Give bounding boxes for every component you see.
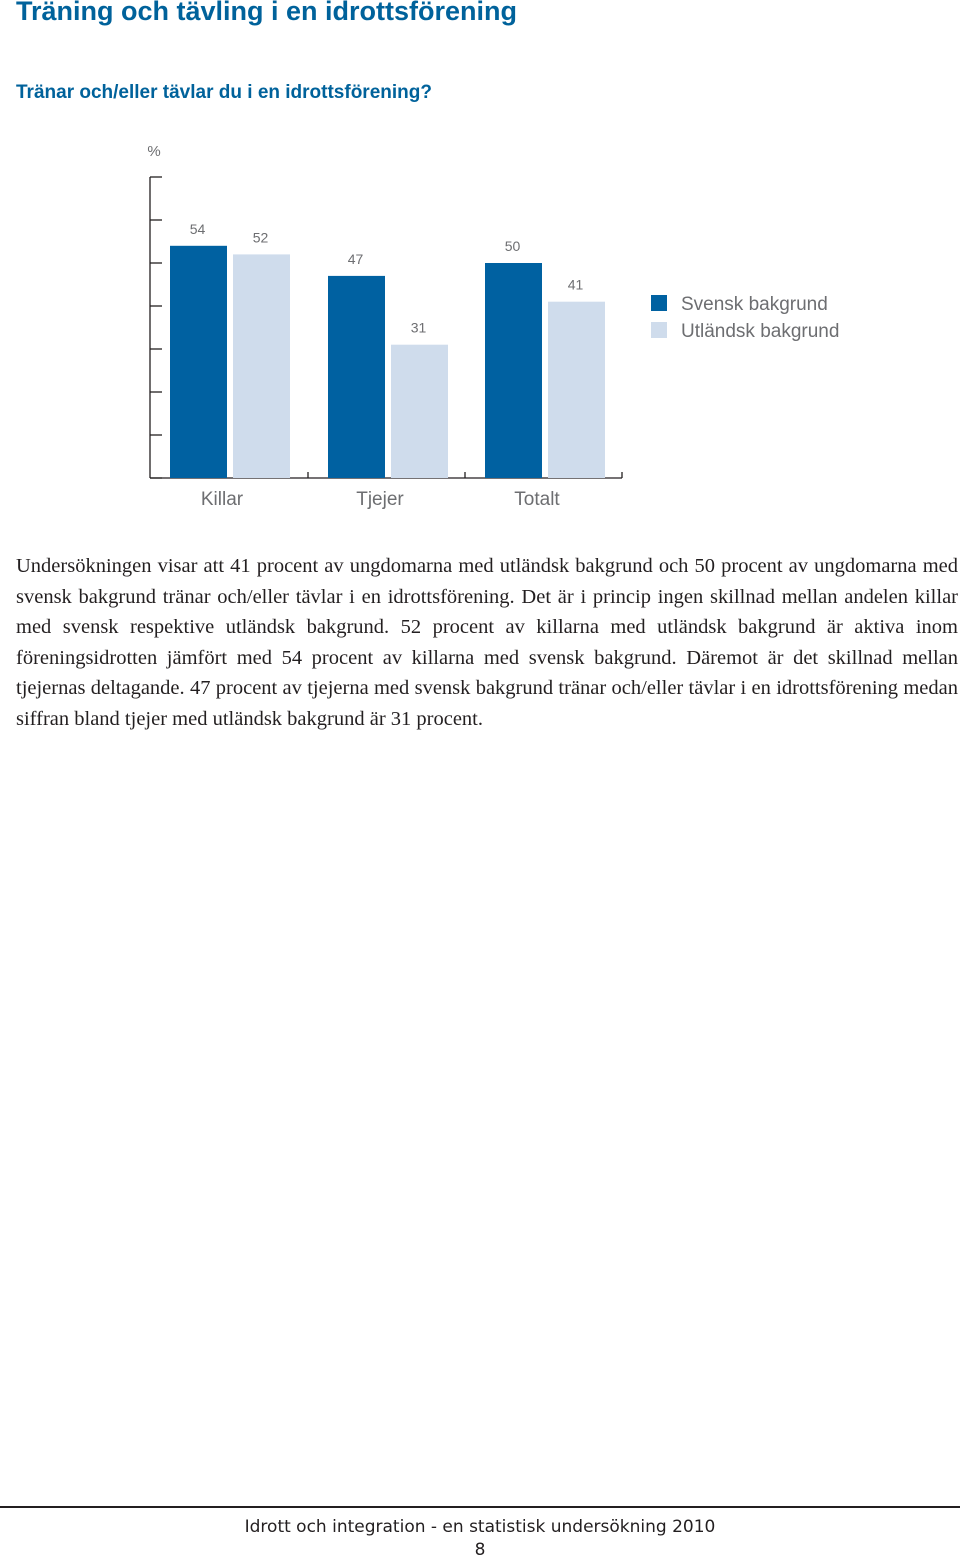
footer-title: Idrott och integration - en statistisk undersökning 2010 (244, 1517, 716, 1537)
category-labels (201, 489, 561, 510)
legend-label: Svensk bakgrund (681, 294, 828, 315)
bar (233, 254, 290, 478)
bar-value-label: 41 (567, 276, 584, 293)
y-axis-unit-label: % (147, 143, 161, 160)
chart-question: Tränar och/eller tävlar du i en idrottsförening? (16, 82, 432, 103)
y-axis (150, 177, 162, 478)
bar (328, 276, 385, 478)
bar-value-label: 52 (252, 229, 269, 246)
legend (651, 294, 839, 342)
category-label: Killar (200, 489, 244, 510)
legend-label: Utländsk bakgrund (681, 321, 840, 342)
bar-chart (0, 130, 960, 520)
bar (170, 246, 227, 478)
body-text: Undersökningen visar att 41 procent av ungdomarna med utländsk bakgrund och 50 procent av ungdomarna med svensk bakgrund tränar och/eller tävlar i en idrottsförening. Det är i princip ingen skillnad mellan andelen killar med svensk respektive utländsk bakgrund. 52 procent av killarna med utländsk bakgrund är aktiva inom föreningsidrotten jämfört med 54 procent av killarna med svensk bakgrund. Däremot är det skillnad mellan tjejernas deltagande. 47 procent av tjejerna med svensk bakgrund tränar och/eller tävlar i en idrottsförening medan siffran bland tjejer med utländsk bakgrund är 31 procent. (16, 555, 958, 730)
bar-value-label: 47 (347, 250, 364, 267)
legend-swatch (651, 322, 667, 338)
bar (548, 302, 605, 478)
page-number: 8 (474, 1540, 486, 1560)
bar-value-label: 50 (504, 238, 521, 254)
bar-value-label: 54 (189, 220, 206, 237)
category-label: Totalt (514, 489, 560, 510)
bar (391, 345, 448, 478)
bars (170, 246, 605, 478)
category-label: Tjejer (356, 489, 404, 510)
footer-rule (0, 1506, 960, 1508)
legend-swatch (651, 295, 667, 311)
bar (485, 263, 542, 478)
bar-value-label: 31 (410, 319, 427, 336)
page-heading: Träning och tävling i en idrottsförening (16, 0, 518, 26)
